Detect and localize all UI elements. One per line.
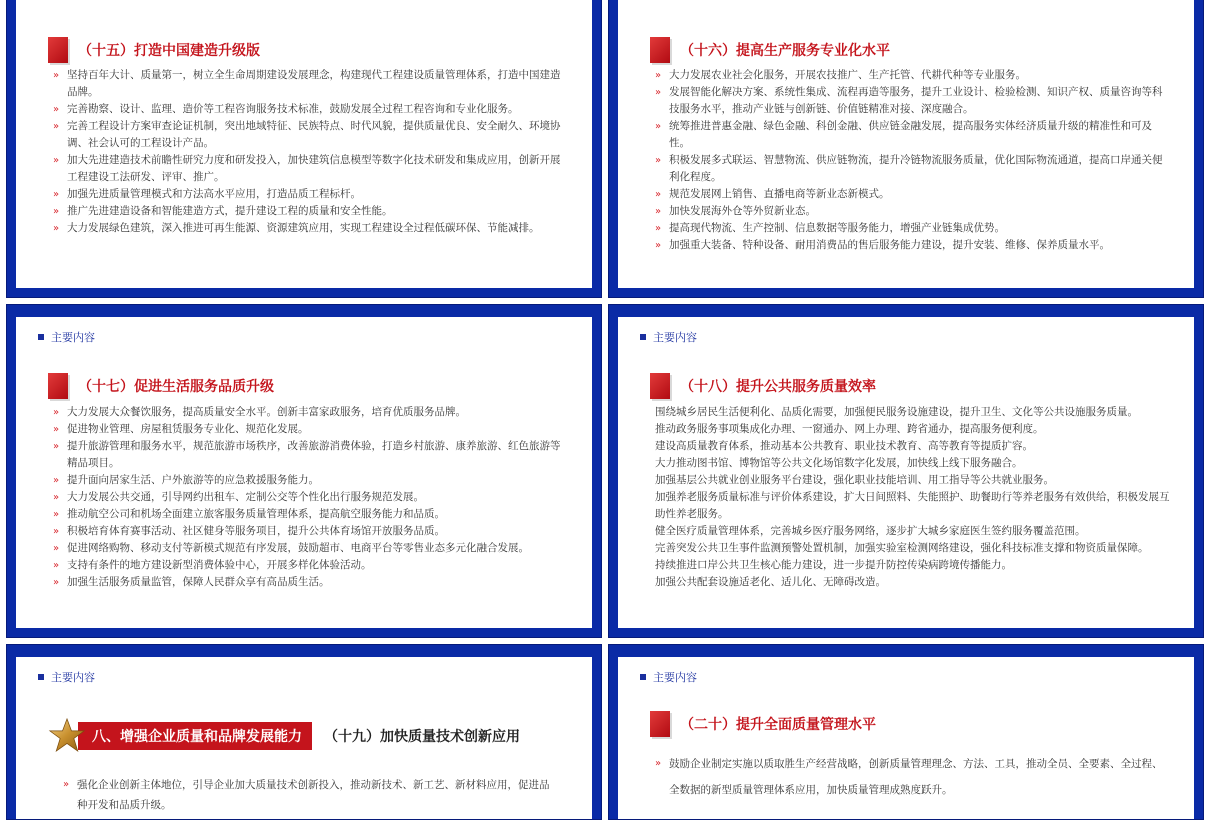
list-item: 建设高质量教育体系，推动基本公共教育、职业技术教育、高等教育等提质扩容。 xyxy=(655,440,1033,452)
list-item: » 大力发展农业社会化服务，开展农技推广、生产托管、代耕代种等专业服务。 xyxy=(655,67,1172,84)
section-title: （十五）打造中国建造升级版 xyxy=(78,43,260,59)
slide-card xyxy=(16,0,592,288)
bullet-list xyxy=(63,775,552,815)
red-marker-icon xyxy=(650,37,670,63)
list-item: 围绕城乡居民生活便利化、品质化需要，加强便民服务设施建设，提升卫生、文化等公共设施服务质量。 xyxy=(655,406,1138,418)
list-item: » 提升面向居家生活、户外旅游等的应急救援服务能力。 xyxy=(53,472,570,489)
list-item: » 促进网络购物、移动支付等新模式规范有序发展，鼓励超市、电商平台等零售业态多元化融合发展。 xyxy=(53,540,570,557)
bullet-icon: » xyxy=(53,407,60,418)
chapter-banner xyxy=(48,717,520,755)
slide-19 xyxy=(6,644,602,820)
bullet-icon: » xyxy=(53,223,60,234)
list-item: » 统筹推进普惠金融、绿色金融、科创金融、供应链金融发展，提高服务实体经济质量升级的精准性和可及性。 xyxy=(655,120,1152,149)
slide-18 xyxy=(608,304,1204,638)
list-item: » 提升旅游管理和服务水平，规范旅游市场秩序，改善旅游消费体验，打造乡村旅游、康养旅游、红色旅游等精品项目。 xyxy=(53,440,561,469)
bullet-icon: » xyxy=(53,509,60,520)
list-item: 加强基层公共就业创业服务平台建设，强化职业技能培训、用工指导等公共就业服务。 xyxy=(655,474,1054,486)
bullet-icon: » xyxy=(655,70,662,81)
square-bullet-icon xyxy=(640,674,646,680)
bullet-icon: » xyxy=(53,441,60,452)
list-item: » 加强生活服务质量监管，保障人民群众享有高品质生活。 xyxy=(53,574,570,591)
section-title: （十九）加快质量技术创新应用 xyxy=(324,729,520,745)
list-item: » 大力发展绿色建筑，深入推进可再生能源、资源建筑应用，实现工程建设全过程低碳环保、节能减排。 xyxy=(53,220,570,237)
list-item: » 加强重大装备、特种设备、耐用消费品的售后服务能力建设，提升安装、维修、保养质量水平。 xyxy=(655,237,1172,254)
list-item: 健全医疗质量管理体系，完善城乡医疗服务网络，逐步扩大城乡家庭医生签约服务覆盖范围。 xyxy=(655,525,1086,537)
bullet-icon: » xyxy=(655,87,662,98)
slide-card xyxy=(618,657,1194,819)
slide-15 xyxy=(6,0,602,298)
bullet-icon: » xyxy=(53,206,60,217)
section-title: （十六）提高生产服务专业化水平 xyxy=(680,43,890,59)
list-item: 完善突发公共卫生事件监测预警处置机制，加强实验室检测网络建设，强化科技标准支撑和物资质量保障。 xyxy=(655,542,1149,554)
bullet-icon: » xyxy=(655,189,662,200)
bullet-icon: » xyxy=(53,492,60,503)
list-item: » 促进物业管理、房屋租赁服务专业化、规范化发展。 xyxy=(53,421,570,438)
slide-16 xyxy=(608,0,1204,298)
bullet-icon: » xyxy=(53,475,60,486)
red-marker-icon xyxy=(650,711,670,737)
slide-card xyxy=(16,657,592,819)
bullet-icon: » xyxy=(655,121,662,132)
list-item: » 发展智能化解决方案、系统性集成、流程再造等服务，提升工业设计、检验检测、知识产权、质量咨询等科技服务水平，推动产业链与创新链、价值链精准对接、深度融合。 xyxy=(655,86,1163,115)
list-item: » 积极培育体育赛事活动、社区健身等服务项目，提升公共体育场馆开放服务品质。 xyxy=(53,523,570,540)
list-item: » 积极发展多式联运、智慧物流、供应链物流，提升冷链物流服务质量，优化国际物流通道，提高口岸通关便利化程度。 xyxy=(655,154,1163,183)
bullet-icon: » xyxy=(655,240,662,251)
list-item: » 规范发展网上销售、直播电商等新业态新模式。 xyxy=(655,186,1172,203)
list-item: » 完善工程设计方案审查论证机制，突出地域特征、民族特点、时代风貌，提供质量优良、安全耐久、环境协调、社会认可的工程设计产品。 xyxy=(53,120,561,149)
bullet-icon: » xyxy=(63,779,70,790)
bullet-icon: » xyxy=(53,424,60,435)
list-item: 大力推动图书馆、博物馆等公共文化场馆数字化发展，加快线上线下服务融合。 xyxy=(655,457,1023,469)
bullet-list xyxy=(655,751,1170,803)
red-marker-icon xyxy=(48,373,68,399)
list-item: » 支持有条件的地方建设新型消费体验中心，开展多样化体验活动。 xyxy=(53,557,570,574)
bullet-icon: » xyxy=(53,121,60,132)
list-item: » 推动航空公司和机场全面建立旅客服务质量管理体系，提高航空服务能力和品质。 xyxy=(53,506,570,523)
bullet-list xyxy=(53,67,570,237)
bullet-icon: » xyxy=(53,189,60,200)
list-item: » 强化企业创新主体地位，引导企业加大质量技术创新投入，推动新技术、新工艺、新材料应用，促进品种开发和品质升级。 xyxy=(63,775,552,815)
section-heading xyxy=(48,37,260,63)
section-heading xyxy=(650,711,876,737)
square-bullet-icon xyxy=(38,334,44,340)
bullet-icon: » xyxy=(53,526,60,537)
list-item: » 加大先进建造技术前瞻性研究力度和研发投入，加快建筑信息模型等数字化技术研发和集成应用，创新开展工程建设工法研发、评审、推广。 xyxy=(53,154,561,183)
paragraph-list xyxy=(655,404,1172,591)
section-heading xyxy=(48,373,274,399)
list-item: » 加快发展海外仓等外贸新业态。 xyxy=(655,203,1172,220)
section-heading xyxy=(650,373,876,399)
bullet-icon: » xyxy=(655,758,662,769)
slide-card xyxy=(16,317,592,628)
chapter-label: 八、增强企业质量和品牌发展能力 xyxy=(78,722,312,750)
slide-card xyxy=(618,317,1194,628)
list-item: 加强养老服务质量标准与评价体系建设，扩大日间照料、失能照护、助餐助行等养老服务有效供给，积极发展互助性养老服务。 xyxy=(655,491,1170,520)
slide-17 xyxy=(6,304,602,638)
square-bullet-icon xyxy=(38,674,44,680)
bullet-list xyxy=(53,404,570,591)
list-item: 加强公共配套设施适老化、适儿化、无障碍改造。 xyxy=(655,576,886,588)
list-item: » 完善勘察、设计、监理、造价等工程咨询服务技术标准，鼓励发展全过程工程咨询和专业化服务。 xyxy=(53,101,570,118)
main-content-label: 主要内容 xyxy=(640,669,697,685)
list-item: » 鼓励企业制定实施以质取胜生产经营战略，创新质量管理理念、方法、工具，推动全员、全要素、全过程、全数据的新型质量管理体系应用，加快质量管理成熟度跃升。 xyxy=(655,751,1170,803)
list-item: 推动政务服务事项集成化办理、一窗通办、网上办理、跨省通办，提高服务便利度。 xyxy=(655,423,1044,435)
bullet-icon: » xyxy=(53,577,60,588)
bullet-icon: » xyxy=(53,155,60,166)
section-title: （二十）提升全面质量管理水平 xyxy=(680,717,876,733)
list-item: » 坚持百年大计、质量第一，树立全生命周期建设发展理念，构建现代工程建设质量管理体系，打造中国建造品牌。 xyxy=(53,69,561,98)
main-content-label: 主要内容 xyxy=(640,329,697,345)
bullet-icon: » xyxy=(53,70,60,81)
bullet-icon: » xyxy=(655,155,662,166)
bullet-icon: » xyxy=(53,560,60,571)
bullet-icon: » xyxy=(655,223,662,234)
red-marker-icon xyxy=(48,37,68,63)
red-marker-icon xyxy=(650,373,670,399)
list-item: » 大力发展大众餐饮服务，提高质量安全水平。创新丰富家政服务，培育优质服务品牌。 xyxy=(53,404,570,421)
list-item: » 大力发展公共交通，引导网约出租车、定制公交等个性化出行服务规范发展。 xyxy=(53,489,570,506)
list-item: » 加强先进质量管理模式和方法高水平应用，打造品质工程标杆。 xyxy=(53,186,570,203)
section-title: （十七）促进生活服务品质升级 xyxy=(78,379,274,395)
section-title: （十八）提升公共服务质量效率 xyxy=(680,379,876,395)
main-content-label: 主要内容 xyxy=(38,669,95,685)
section-heading xyxy=(650,37,890,63)
list-item: » 提高现代物流、生产控制、信息数据等服务能力，增强产业链集成优势。 xyxy=(655,220,1172,237)
slide-20 xyxy=(608,644,1204,820)
bullet-icon: » xyxy=(53,543,60,554)
bullet-icon: » xyxy=(53,104,60,115)
list-item: 持续推进口岸公共卫生核心能力建设，进一步提升防控传染病跨境传播能力。 xyxy=(655,559,1012,571)
bullet-icon: » xyxy=(655,206,662,217)
list-item: » 推广先进建造设备和智能建造方式，提升建设工程的质量和安全性能。 xyxy=(53,203,570,220)
star-icon xyxy=(48,717,86,755)
slide-card xyxy=(618,0,1194,288)
main-content-label: 主要内容 xyxy=(38,329,95,345)
bullet-list xyxy=(655,67,1172,254)
square-bullet-icon xyxy=(640,334,646,340)
